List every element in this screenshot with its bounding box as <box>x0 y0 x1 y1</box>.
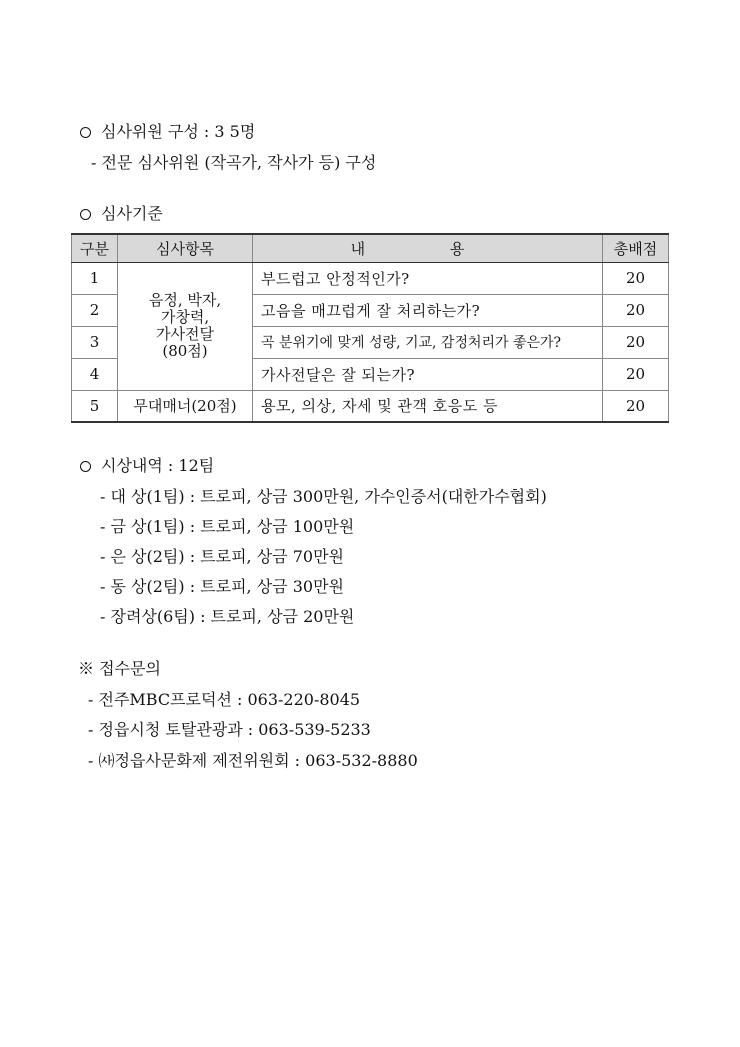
row-category: 무대매너(20점) <box>118 390 253 422</box>
table-row <box>72 390 669 422</box>
award-item: - 은 상(2팀) : 트로피, 상금 70만원 <box>100 547 344 566</box>
row-content: 용모, 의상, 자세 및 관객 호응도 등 <box>253 390 603 422</box>
table-header-row <box>72 234 669 262</box>
row-score: 20 <box>603 294 669 326</box>
contact-item: - ㈔정읍사문화제 제전위원회 : 063-532-8880 <box>88 751 418 770</box>
criteria-table <box>71 233 669 423</box>
row-score: 20 <box>603 262 669 294</box>
row-content: 부드럽고 안정적인가? <box>253 262 603 294</box>
group-category-line: 가사전달 <box>156 325 214 343</box>
row-content: 곡 분위기에 맞게 성량, 기교, 감정처리가 좋은가? <box>253 326 603 358</box>
contact-heading: ※ 접수문의 <box>78 659 161 678</box>
criteria-heading-text: 심사기준 <box>101 204 163 223</box>
circle-bullet-icon <box>80 461 91 472</box>
award-item: - 동 상(2팀) : 트로피, 상금 30만원 <box>100 577 344 596</box>
panel-line: - 전문 심사위원 (작곡가, 작사가 등) 구성 <box>91 153 377 172</box>
contact-item: - 전주MBC프로덕션 : 063-220-8045 <box>88 690 361 709</box>
row-score: 20 <box>603 326 669 358</box>
table-row <box>72 262 669 294</box>
group-category-line: (80점) <box>162 342 208 360</box>
contact-item: - 정읍시청 토탈관광과 : 063-539-5233 <box>88 720 371 739</box>
awards-heading-text: 시상내역 : 12팀 <box>101 456 215 475</box>
awards-heading <box>80 456 214 476</box>
panel-heading-text: 심사위원 구성 : 3 5명 <box>101 122 256 141</box>
award-item: - 금 상(1팀) : 트로피, 상금 100만원 <box>100 517 355 536</box>
award-item: - 장려상(6팀) : 트로피, 상금 20만원 <box>100 607 355 626</box>
row-content: 고음을 매끄럽게 잘 처리하는가? <box>253 294 603 326</box>
row-score: 20 <box>603 358 669 390</box>
row-no: 1 <box>72 262 118 294</box>
circle-bullet-icon <box>80 127 91 138</box>
header-content: 내 용 <box>253 234 603 262</box>
header-score: 총배점 <box>603 234 669 262</box>
row-no: 5 <box>72 390 118 422</box>
row-no: 2 <box>72 294 118 326</box>
group-category-line: 가창력, <box>160 308 210 326</box>
group-category <box>118 262 253 390</box>
row-no: 3 <box>72 326 118 358</box>
row-no: 4 <box>72 358 118 390</box>
row-content: 가사전달은 잘 되는가? <box>253 358 603 390</box>
group-category-line: 음정, 박자, <box>148 291 222 309</box>
panel-heading <box>80 122 255 142</box>
header-category: 심사항목 <box>118 234 253 262</box>
circle-bullet-icon <box>80 209 91 220</box>
header-no: 구분 <box>72 234 118 262</box>
row-score: 20 <box>603 390 669 422</box>
award-item: - 대 상(1팀) : 트로피, 상금 300만원, 가수인증서(대한가수협회) <box>100 487 547 506</box>
criteria-heading <box>80 204 163 224</box>
